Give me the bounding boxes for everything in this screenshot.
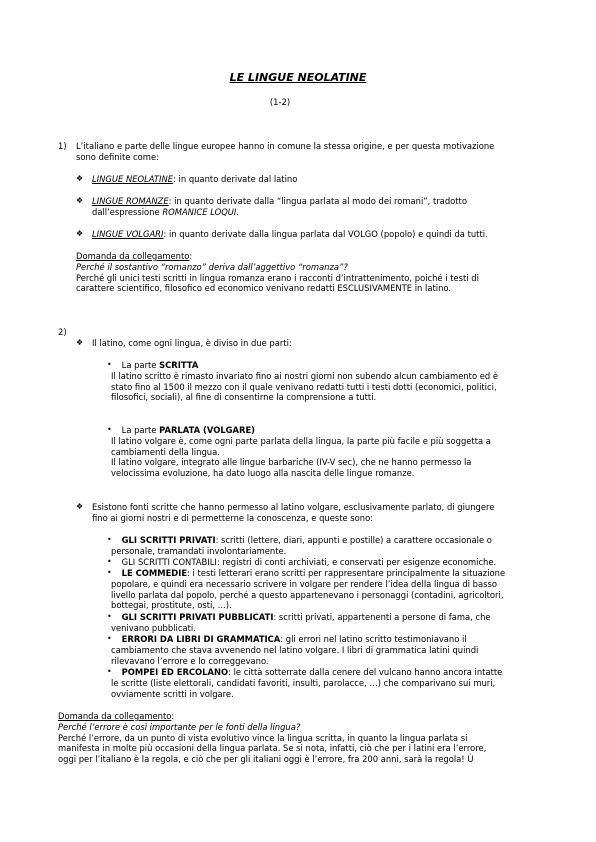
- bullet-dot-icon: •: [107, 535, 112, 544]
- definition-text: : in quanto derivate dalla lingua parlata dal VOLGO (popolo) e quindi da tutti.: [163, 229, 488, 239]
- definition-volgari: [92, 229, 542, 240]
- domanda-answer: Perché l’errore, da un punto di vista evolutivo vince la lingua scritta, in quanto la lingua parlata si: [58, 732, 468, 743]
- bullet-dot-icon: •: [107, 612, 112, 621]
- definition-neolatine: [92, 174, 542, 185]
- fonte-heading: POMPEI ED ERCOLANO: [121, 667, 229, 677]
- definition-text: .: [236, 206, 240, 217]
- domanda-colon: :: [171, 711, 175, 721]
- paragraph-line: Esistono fonti scritte che hanno permesso al latino volgare, esclusivamente parlato, di giungere: [92, 502, 495, 512]
- paragraph-line: Il latino volgare è, come ogni parte parlata della lingua, la parte più facile e più soggetta a: [111, 435, 491, 446]
- fonte-heading: GLI SCRITTI PRIVATI PUBBLICATI: [121, 612, 274, 622]
- fonte-text: : le città sotterrate dalla cenere del vulcano hanno ancora intatte: [228, 667, 503, 677]
- fonte-text: cambiamento che stava avvenendo nel latino volgare. I libri di grammatica latini quindi: [111, 644, 479, 655]
- paragraph-line: Il latino scritto è rimasto invariato fino ai nostri giorni non subendo alcun cambiamento ed è: [111, 370, 499, 381]
- fonte-text: bottegai, prostitute, osti, ...).: [111, 600, 232, 611]
- fonte-heading: ERRORI DA LIBRI DI GRAMMATICA: [121, 634, 281, 644]
- fonte-scritti-privati: [111, 535, 531, 557]
- domanda-answer: manifesta in molte più occasioni della lingua parlata. Se si nota, infatti, ciò che per i latini era l’errore,: [58, 743, 487, 754]
- term-romanze: LINGUE ROMANZE: [92, 196, 169, 206]
- page-subtitle: (1-2): [269, 97, 291, 107]
- fonte-text: : gli errori nel latino scritto testimoniavano il: [280, 634, 467, 644]
- intro-line: L’italiano e parte delle lingue europee hanno in comune la stessa origine, e per questa motivazione: [76, 141, 495, 151]
- fonte-text: : i testi letterari erano scritti per rappresentare principalmente la situazione: [187, 568, 506, 578]
- section-1-intro: [76, 141, 546, 163]
- domanda-question: Perché il sostantivo “romanzo” deriva dall’aggettivo “romanza”?: [76, 261, 348, 272]
- fonte-heading: GLI SCRITTI PRIVATI: [121, 535, 216, 545]
- domanda-label: Domanda da collegamento: [58, 711, 172, 721]
- domanda-answer: carattere scientifico, filosofico ed economico venivano redatti ESCLUSIVAMENTE in latino.: [76, 283, 452, 294]
- definition-romanze: [92, 196, 542, 218]
- domanda-collegamento-2: [58, 711, 548, 765]
- bullet-dot-icon: •: [107, 667, 112, 676]
- fonte-commedie: [111, 568, 531, 611]
- fonte-scritti-contabili: [111, 557, 531, 568]
- fonte-scritti-privati-pubblicati: [111, 612, 531, 634]
- parte-prefix: La parte: [121, 360, 160, 370]
- romanice-loqui: ROMANICE LOQUI: [162, 206, 237, 217]
- domanda-answer: oggi per l’italiano è la regola, e ciò che per gli italiani oggi è l’errore, fra 200 anni, sarà la regola! Ù: [58, 754, 474, 765]
- fonte-text: GLI SCRITTI CONTABILI: registri di conti archiviati, e conservati per esigenze economiche.: [121, 557, 497, 567]
- page-title: LE LINGUE NEOLATINE: [229, 71, 367, 84]
- fonte-pompei-ercolano: [111, 667, 531, 699]
- paragraph-line: fino ai giorni nostri e di permetterne la conoscenza, e queste sono:: [92, 512, 374, 523]
- fonte-text: le scritte (liste elettorali, candidati favoriti, insulti, parolacce, …) che comparivano sui muri,: [111, 677, 496, 688]
- definition-text: dall’espressione: [92, 206, 163, 217]
- parte-prefix: La parte: [121, 425, 160, 435]
- fonte-text: : scritti (lettere, diari, appunti e postille) a carattere occasionale o: [215, 535, 492, 545]
- domanda-collegamento-1: [76, 251, 546, 294]
- fonte-text: : scritti privati, appartenenti a persone di fama, che: [273, 612, 491, 622]
- parte-scritta-heading: SCRITTA: [159, 360, 199, 370]
- diamond-bullet-icon: ❖: [76, 229, 84, 238]
- intro-line: sono definite come:: [76, 151, 159, 162]
- parte-parlata-heading: PARLATA (VOLGARE): [159, 425, 256, 435]
- fonti-scritte-intro: [92, 502, 542, 524]
- diamond-bullet-icon: ❖: [76, 174, 84, 183]
- paragraph-line: velocissima evoluzione, ha dato luogo alla nascita delle lingue romanze.: [111, 468, 415, 479]
- bullet-dot-icon: •: [107, 634, 112, 643]
- paragraph-line: Il latino volgare, integrato alle lingue barbariche (IV-V sec), che ne hanno permesso la: [111, 457, 472, 468]
- latino-due-parti: Il latino, come ogni lingua, è diviso in due parti:: [92, 338, 292, 348]
- fonte-text: ovviamente scritti in volgare.: [111, 688, 234, 699]
- diamond-bullet-icon: ❖: [76, 338, 84, 347]
- section-1-number: 1): [58, 141, 67, 151]
- bullet-dot-icon: •: [107, 425, 112, 434]
- paragraph-line: cambiamenti della lingua.: [111, 446, 220, 457]
- bullet-dot-icon: •: [107, 360, 112, 369]
- fonte-text: livello parlata dal popolo, perché a questo appartenevano i personaggi (contadini, agricoltori,: [111, 589, 504, 600]
- bullet-dot-icon: •: [107, 568, 112, 577]
- fonte-text: personale, tramandati involontariamente.: [111, 545, 287, 556]
- domanda-answer: Perché gli unici testi scritti in lingua romanza erano i racconti d’intrattenimento, poiché i testi di: [76, 272, 479, 283]
- parte-parlata: [111, 425, 531, 479]
- domanda-question: Perché l’errore è così importante per le fonti della lingua?: [58, 721, 301, 732]
- diamond-bullet-icon: ❖: [76, 196, 84, 205]
- fonte-text: venivano pubblicati.: [111, 622, 196, 633]
- bullet-dot-icon: •: [107, 557, 112, 566]
- definition-text: : in quanto derivate dalla “lingua parlata al modo dei romani”, tradotto: [168, 196, 467, 206]
- term-neolatine: LINGUE NEOLATINE: [92, 174, 174, 184]
- fonte-heading: LE COMMEDIE: [121, 568, 188, 578]
- section-2-number: 2): [58, 327, 67, 337]
- term-volgari: LINGUE VOLGARI: [92, 229, 164, 239]
- parte-scritta: [111, 360, 531, 403]
- fonte-text: popolare, e quindi era necessario scrivere in volgare per rendere l’idea della lingua di basso: [111, 578, 497, 589]
- domanda-colon: :: [189, 251, 193, 261]
- fonte-errori-grammatica: [111, 634, 531, 666]
- paragraph-line: stato fino al 1500 il mezzo con il quale venivano redatti tutti i testi dotti (economici, politici,: [111, 381, 497, 392]
- diamond-bullet-icon: ❖: [76, 502, 84, 511]
- domanda-label: Domanda da collegamento: [76, 251, 190, 261]
- fonte-text: rilevavano l’errore e lo correggevano.: [111, 655, 269, 666]
- definition-text: : in quanto derivate dal latino: [173, 174, 298, 184]
- paragraph-line: filosofici, sociali), al fine di consentirne la comprensione a tutti.: [111, 392, 377, 403]
